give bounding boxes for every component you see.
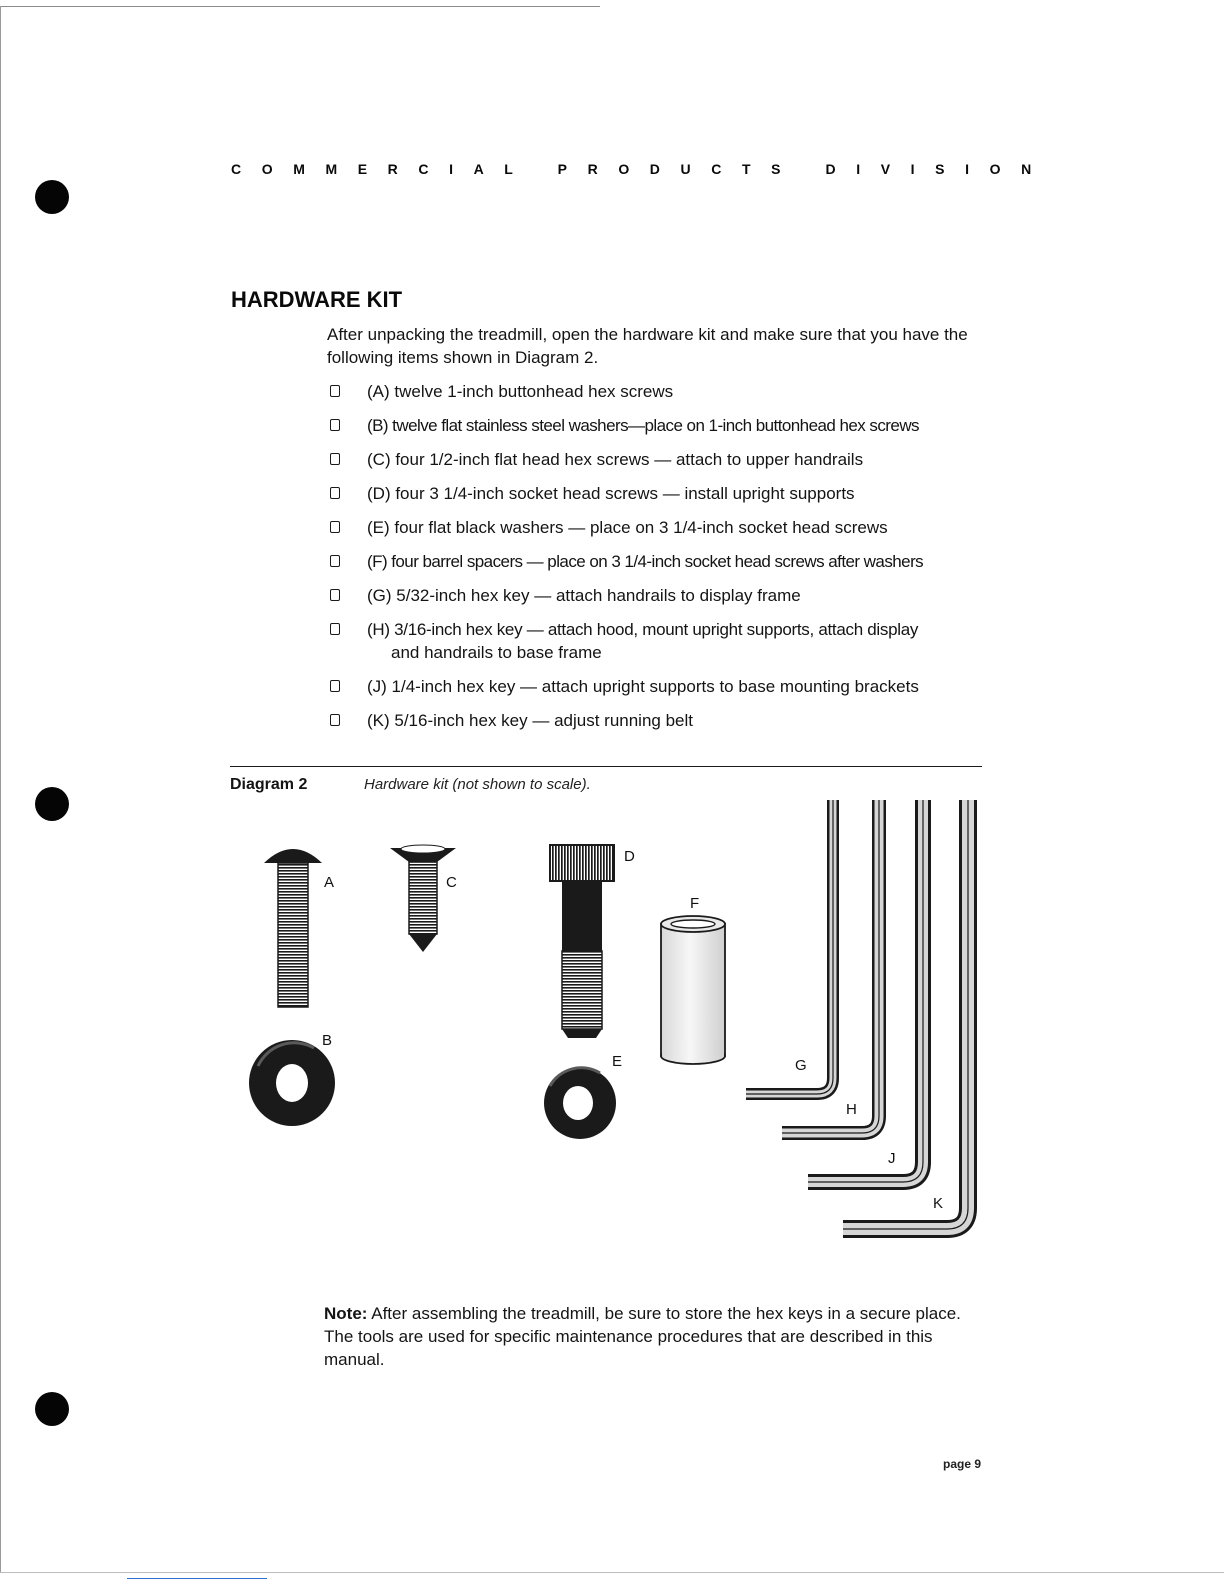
checklist-item-text: (B) twelve flat stainless steel washers—place on 1-inch buttonhead hex screws [367, 416, 919, 435]
hex-key-j-icon [808, 800, 923, 1182]
checklist-item-text: (F) four barrel spacers — place on 3 1/4-inch socket head screws after washers [367, 552, 924, 571]
part-label-d: D [624, 848, 635, 865]
intro-paragraph: After unpacking the treadmill, open the hardware kit and make sure that you have the following items shown in Diagram 2. [327, 325, 968, 367]
checklist-item-text: (D) four 3 1/4-inch socket head screws — install upright supports [367, 484, 855, 503]
flathead-screw-icon [390, 845, 456, 952]
stainless-washer-icon [252, 1043, 332, 1123]
running-header: COMMERCIAL PRODUCTS DIVISION [231, 161, 1052, 177]
part-label-a: A [324, 874, 335, 891]
part-label-e: E [612, 1053, 623, 1070]
note-text: After assembling the treadmill, be sure to store the hex keys in a secure place. The tools are used for specific maintenance procedures that are described in this manual. [324, 1304, 961, 1369]
part-label-h: H [846, 1101, 857, 1118]
checklist-item-text: (A) twelve 1-inch buttonhead hex screws [367, 382, 674, 401]
checklist-item-text: (C) four 1/2-inch flat head hex screws — attach to upper handrails [367, 450, 864, 469]
barrel-spacer-icon [661, 916, 725, 1064]
checklist-item-text: (H) 3/16-inch hex key — attach hood, mount upright supports, attach display [367, 620, 919, 639]
note-paragraph [324, 1302, 986, 1371]
checklist-item-continuation: and handrails to base frame [391, 643, 602, 662]
diagram-caption: Hardware kit (not shown to scale). [364, 776, 591, 793]
section-title: HARDWARE KIT [231, 287, 403, 312]
part-label-b: B [322, 1032, 333, 1049]
checklist-item-text: (J) 1/4-inch hex key — attach upright supports to base mounting brackets [367, 677, 919, 696]
part-label-j: J [888, 1150, 896, 1167]
part-label-g: G [795, 1057, 807, 1074]
part-label-k: K [933, 1195, 944, 1212]
part-label-c: C [446, 874, 457, 891]
checklist-item-text: (G) 5/32-inch hex key — attach handrails to display frame [367, 586, 801, 605]
hex-key-k-icon [843, 800, 968, 1229]
note-label: Note: [324, 1304, 368, 1323]
page-number: page 9 [943, 1457, 982, 1471]
socket-head-screw-icon [550, 845, 614, 1038]
diagram-label: Diagram 2 [230, 776, 308, 793]
buttonhead-screw-icon [264, 845, 322, 1007]
part-label-f: F [690, 895, 700, 912]
checklist-item-text: (E) four flat black washers — place on 3 1/4-inch socket head screws [367, 518, 888, 537]
checklist-item-text: (K) 5/16-inch hex key — adjust running belt [367, 711, 694, 730]
black-washer-icon [544, 1067, 616, 1139]
hex-key-g-icon [746, 800, 833, 1094]
